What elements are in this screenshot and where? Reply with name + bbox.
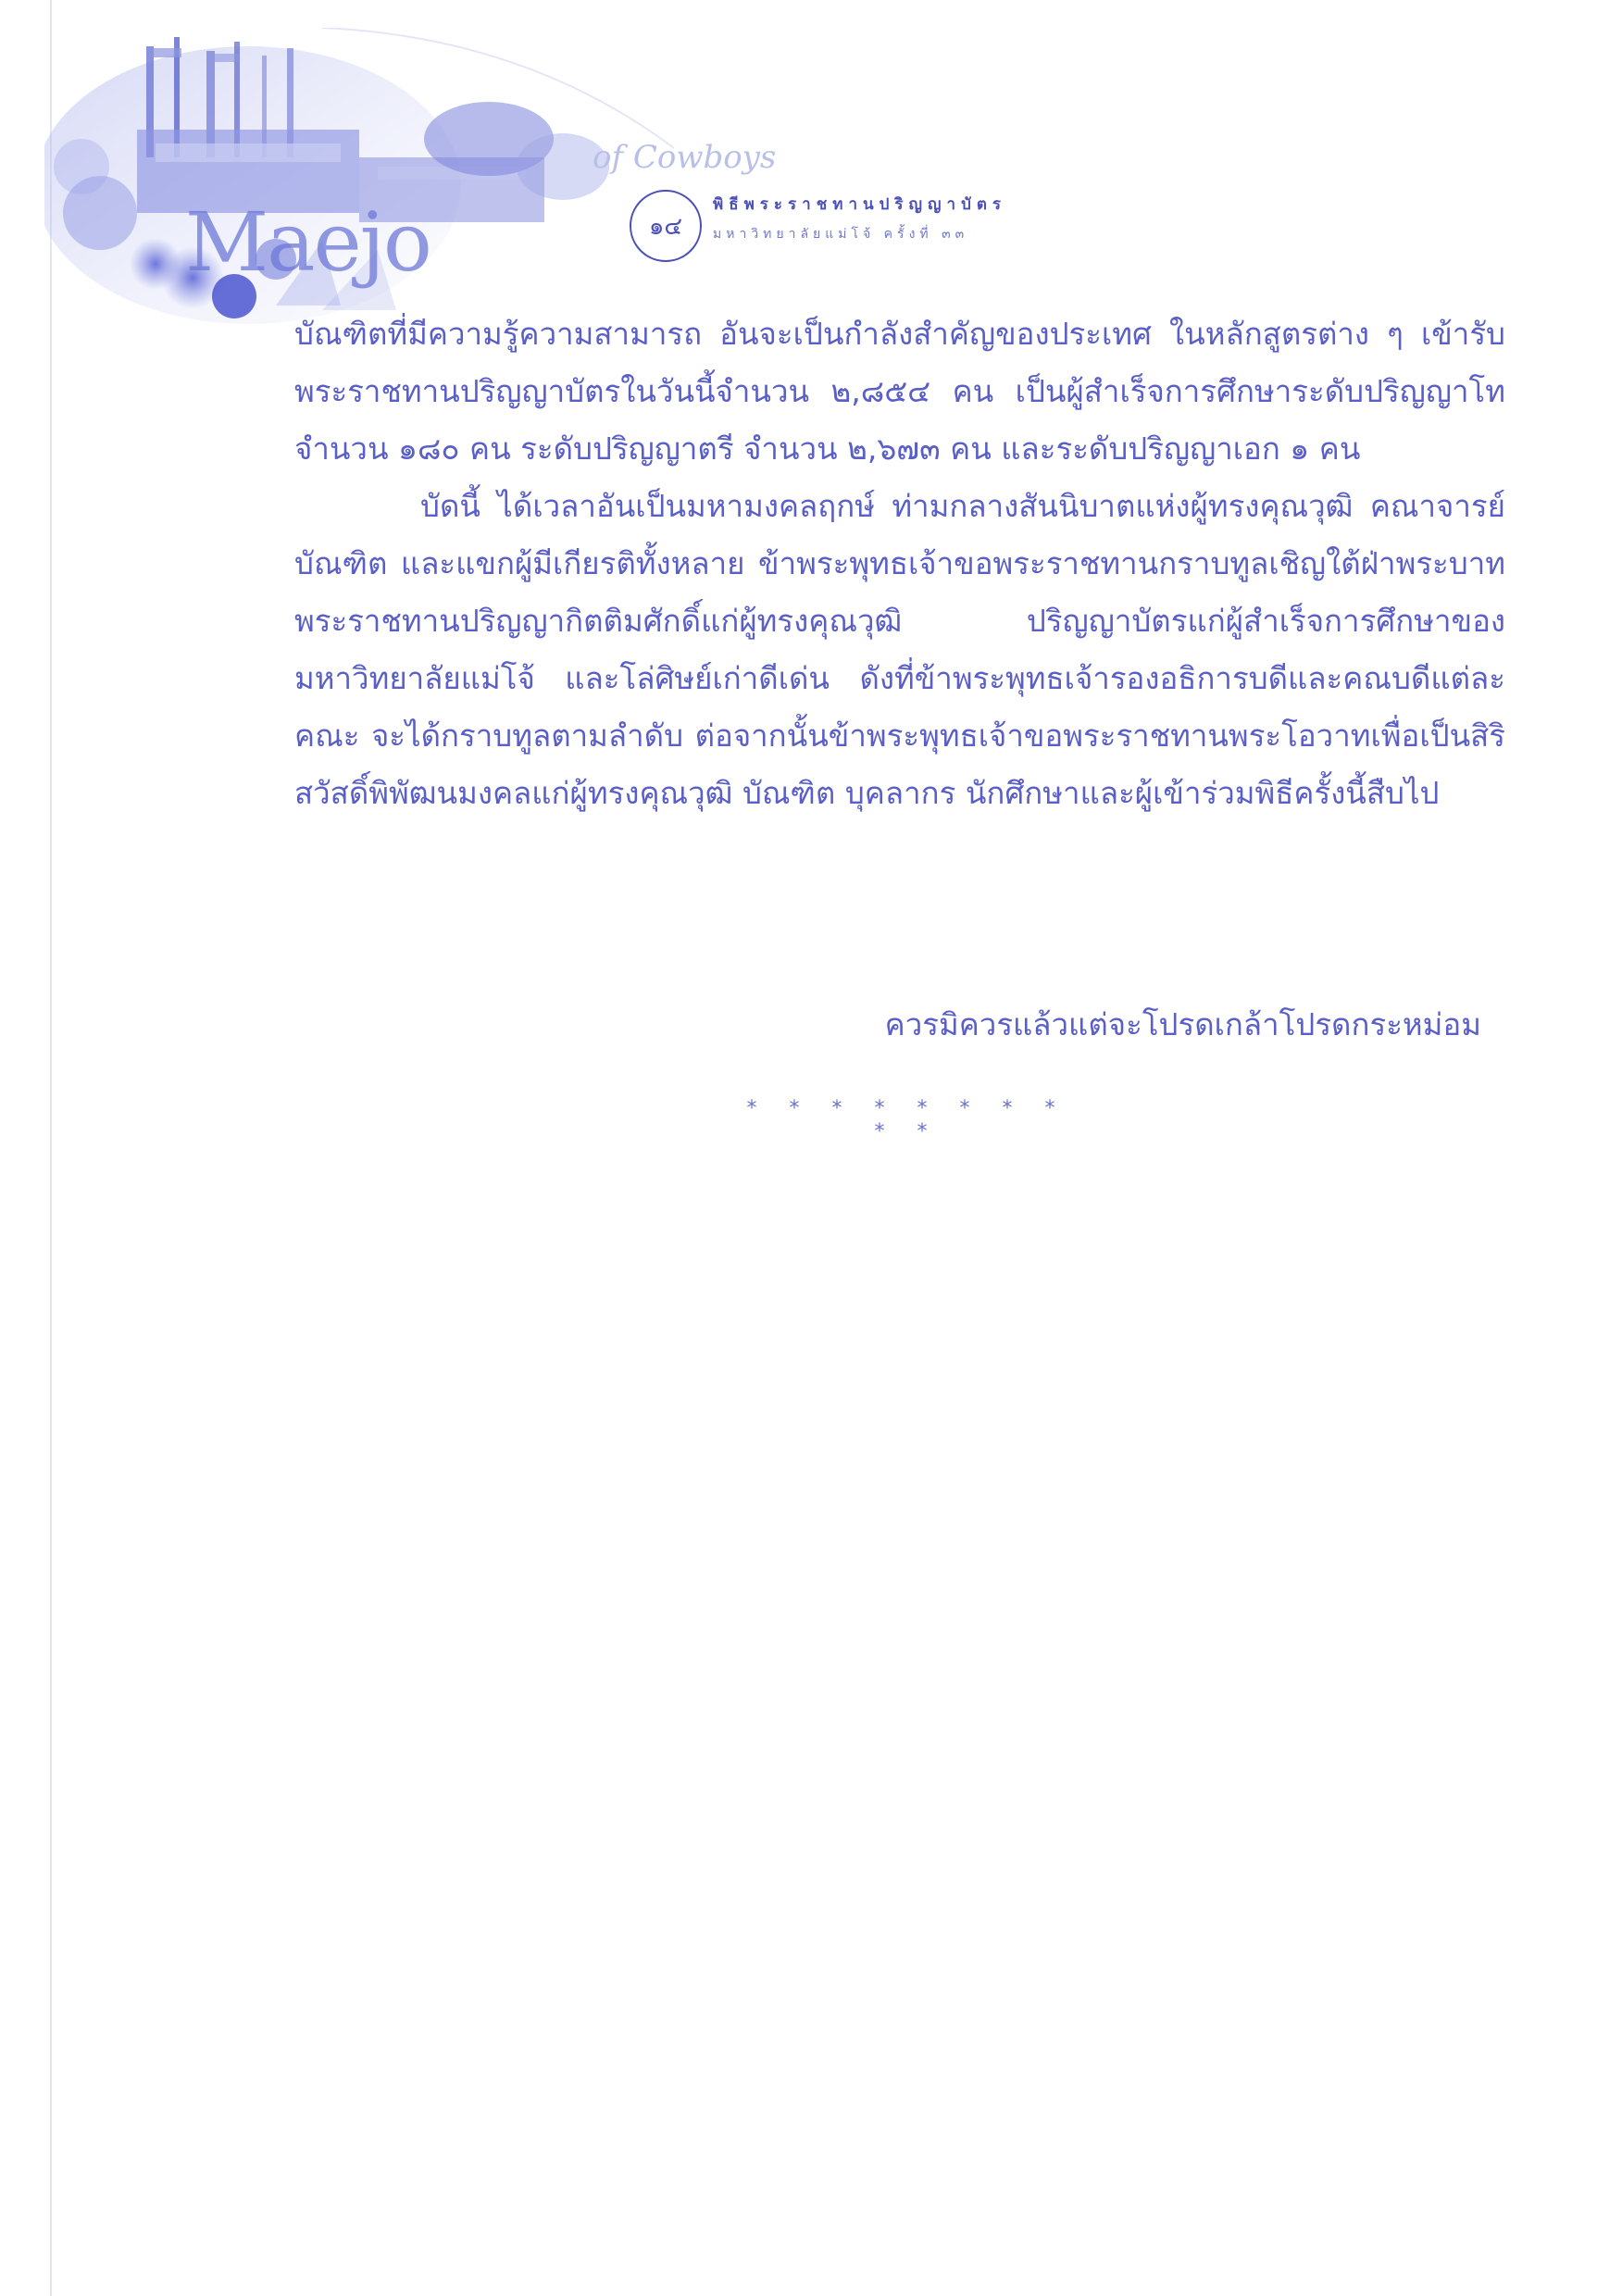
speech-body — [294, 306, 1505, 822]
page-number-badge: ๑๔ — [630, 190, 702, 262]
speech-paragraph-1: บัณฑิตที่มีความรู้ความสามารถ อันจะเป็นกำลังสำคัญของประเทศ ในหลักสูตรต่าง ๆ เข้ารับพระราชทานปริญญาบัตรในวันนี้จำนวน ๒,๘๕๔ คน เป็นผู้สำเร็จการศึกษาระดับปริญญาโท จำนวน ๑๘๐ คน ระดับปริญญาตรี จำนวน ๒,๖๗๓ คน และระดับปริญญาเอก ๑ คน — [294, 316, 1505, 467]
page-edge-line — [50, 0, 52, 2296]
speech-paragraph-2: บัดนี้ ได้เวลาอันเป็นมหามงคลฤกษ์ ท่ามกลางสันนิบาตแห่งผู้ทรงคุณวุฒิ คณาจารย์ บัณฑิต และแขกผู้มีเกียรติทั้งหลาย ข้าพระพุทธเจ้าขอพระราชทานกราบทูลเชิญใต้ฝ่าพระบาทพระราชทานปริญญากิตติมศักดิ์แก่ผู้ทรงคุณวุฒิ ปริญญาบัตรแก่ผู้สำเร็จการศึกษาของมหาวิทยาลัยแม่โจ้ และโล่ศิษย์เก่าดีเด่น ดังที่ข้าพระพุทธเจ้ารองอธิการบดีและคณบดีแต่ละคณะ จะได้กราบทูลตามลำดับ ต่อจากนั้นข้าพระพุทธเจ้าขอพระราชทานพระโอวาทเพื่อเป็นสิริสวัสดิ์พิพัฒนมงคลแก่ผู้ทรงคุณวุฒิ บัณฑิต บุคลากร นักศึกษาและผู้เข้าร่วมพิธีครั้งนี้สืบไป — [294, 488, 1505, 811]
maejo-logo-wordmark: Maejo — [185, 194, 430, 290]
ceremony-title: พิธีพระราชทานปริญญาบัตร — [713, 195, 1007, 214]
closing-phrase: ควรมิควรแล้วแต่จะโปรดเกล้าโปรดกระหม่อม — [884, 1006, 1481, 1042]
ceremony-subtitle: มหาวิทยาลัยแม่โจ้ ครั้งที่ ๓๓ — [713, 227, 969, 242]
logo-script-text: of Cowboys — [593, 139, 777, 176]
end-of-text-marker: * * * * * * * * * * — [746, 1097, 1068, 1143]
